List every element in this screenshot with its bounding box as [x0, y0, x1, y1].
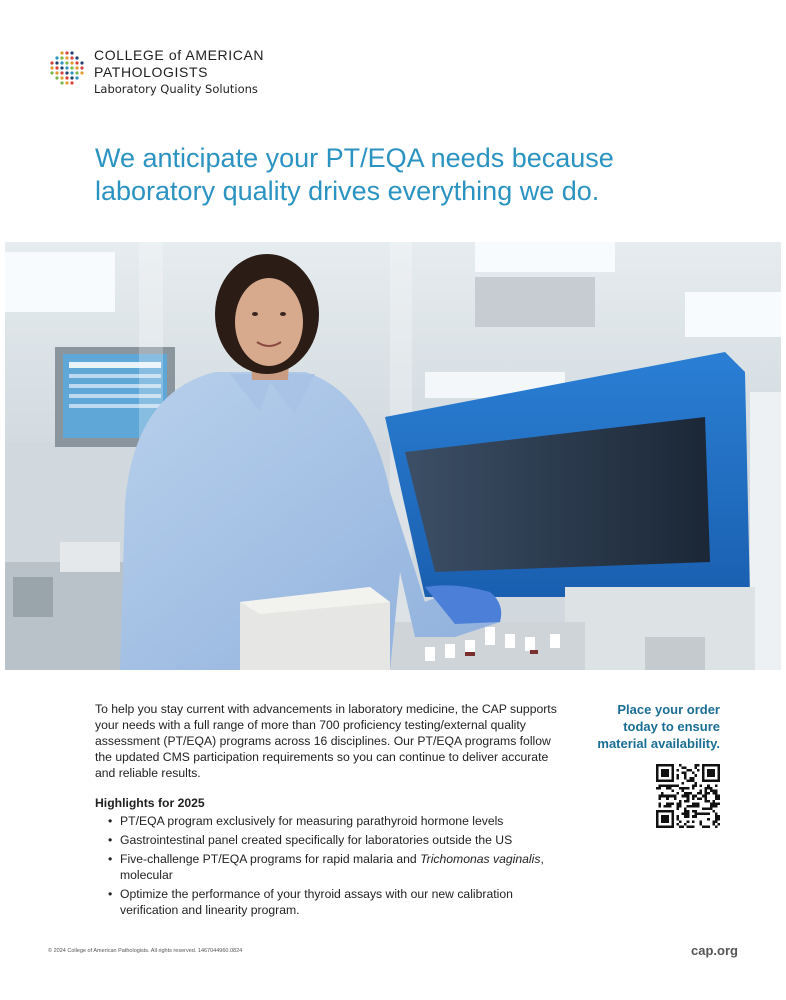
intro-paragraph: To help you stay current with advancements in laboratory medicine, the CAP supports your needs with a full range of more than 700 proficiency testing/external quality assessment (PT/EQA) programs across 16 disciplines. Our PT/EQA programs follow the updated CMS participation requirements so you can continue to deliver accurate and reliable results. — [95, 702, 557, 780]
hero-photo — [5, 242, 781, 670]
ceiling-light — [685, 292, 781, 337]
cap-logo — [48, 48, 264, 96]
headline-line2: laboratory quality drives everything we do. — [95, 176, 600, 206]
logo-name-line2: PATHOLOGISTS — [94, 64, 209, 80]
qr-code[interactable] — [656, 764, 720, 828]
order-callout — [530, 701, 720, 752]
highlights-title: Highlights for 2025 — [95, 796, 205, 810]
cta-line2: today to ensure — [623, 719, 720, 734]
ceiling-light — [475, 242, 615, 272]
cta-line1: Place your order — [617, 702, 720, 717]
headline-line1: We anticipate your PT/EQA needs because — [95, 143, 614, 173]
headline — [95, 142, 735, 208]
highlight-item — [108, 851, 568, 883]
ceiling-vent — [475, 277, 595, 327]
highlight-item-italic: Trichomonas vaginalis — [420, 852, 541, 866]
highlights-list — [108, 813, 568, 921]
lab-scene-illustration — [5, 242, 781, 670]
logo-name-line1: COLLEGE of AMERICAN — [94, 47, 265, 63]
highlight-item-text: Five-challenge PT/EQA programs for rapid malaria and — [120, 852, 421, 866]
ceiling-light — [5, 252, 115, 312]
logo-tagline: Laboratory Quality Solutions — [94, 82, 258, 96]
highlight-item: • Gastrointestinal panel created specifically for laboratories outside the US — [108, 832, 568, 848]
copyright-notice: © 2024 College of American Pathologists. All rights reserved. 1467044960.0824 — [48, 948, 243, 954]
website-link[interactable]: cap.org — [691, 943, 738, 958]
cap-dot-logo-icon — [48, 49, 86, 87]
cta-line3: material availability. — [597, 736, 720, 751]
highlight-item: • PT/EQA program exclusively for measuring parathyroid hormone levels — [108, 813, 568, 829]
highlight-item: • Optimize the performance of your thyroid assays with our new calibration verification and linearity program. — [108, 886, 568, 918]
highlight-item-text: , molecular — [120, 852, 544, 882]
